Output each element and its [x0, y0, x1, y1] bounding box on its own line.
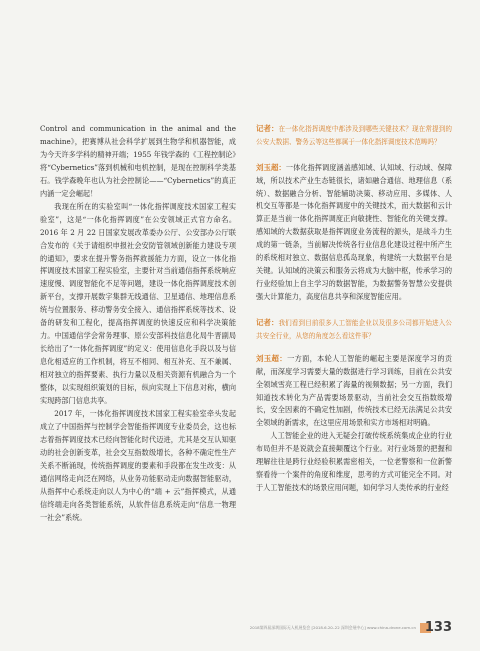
interview-answer — [256, 162, 452, 304]
question-speaker: 记者： — [256, 318, 279, 328]
interview-question — [256, 317, 452, 343]
page-number: 133 — [424, 620, 452, 635]
answer-speaker: 刘玉超： — [256, 162, 286, 172]
question-speaker: 记者： — [256, 124, 279, 133]
paragraph: 我现在所在的实验室叫“一体化指挥调度技术国家工程实验室”，这是“一体化指挥调度”在公安领域正式官方命名。2016 年 2 月 22 日国家发展改革委办公厅、公安部办公厅联合发布的《关于请组织申报社会安防管领域创新能力建设专项的通知》，要求在提升警务指挥救援能力方面，设立一体化指挥调度技术国家工程实验室，主要针对当前通信指挥系统响应速度慢、调度智能化不足等问题，建设一体化指挥调度技术创新平台，支撑开展数字集群无线通信、卫星通信、地理信息系统与位置服务、移动警务安全接入、通信指挥系统等技术、设备的研发和工程化，提高指挥调度的快速反应和科学决策能力。中国通信学会常务理事、原公安部科技信息化局牛晋副局长给出了“一体化指挥调度”的定义：使用信息化手段以及与信息化相适应的工作机制，将互不相同、相互补充、互不兼属、相对独立的指挥要素、执行力量以及相关资源有机融合为一个整体，以实现组织策划的目标，纵向实现上下信息对称，横向实现跨部门信息共享。 — [40, 201, 236, 406]
spacer — [256, 149, 452, 162]
paragraph: 2017 年，一体化指挥调度技术国家工程实验室牵头发起成立了中国指挥与控制学会智能指挥调度专业委员会，这也标志着指挥调度技术已经向智能化时代迈进，尤其是交互认知驱动的社会创新变革，社会交互指数级增长，各种不确定性生产关系不断涌现，传统指挥调度的要素和手段都在发生改变：从通信网络走向泛在网络，从业务功能驱动走向数据智能驱动，从指挥中心系统走向以人为中心的“端 + 云”指挥模式，从通信终端走向各类智能系统，从软件信息系统走向“信息一物理一社会”系统。 — [40, 408, 236, 522]
spacer — [256, 343, 452, 353]
right-column — [256, 123, 452, 495]
answer-text: 一方面，本轮人工智能的崛起主要是深度学习的贡献，而深度学习需要大量的数据进行学习训练，目前在公共安全领域雪亮工程已经积累了海量的视频数据；另一方面，我们知道技术转化为产品需要场景驱动，当前社会交互指数级增长，安全因素的不确定性加剧，传统技术已经无法满足公共安全领域的新需求，在这里应用场景和实方市场相对明确。 — [256, 353, 452, 428]
footer-text: 2018第四届深圳国际无人机展览会 [2018.6.20–22 深圳会展中心] www.china-drone.com.cn — [249, 625, 416, 630]
page-footer — [0, 620, 452, 635]
paragraph: 人工智能企业的进入无疑会打破传统系统集成企业的行业布局但并不是说就会直接颠覆这个行业。对行业场景的把握和理解往往是跨行业经验积累需密相关，一位老警察和一位新警察看待一个案件的角度和维度，思考的方式可能完全不同。对于人工智能技术的场景应用问题，如何学习人类传承的行业经 — [256, 431, 452, 493]
question-text: 我们看到目前很多人工智能企业以及很多公司都开始进入公共安全行业，从您的角度怎么看这件事？ — [256, 319, 452, 340]
spacer — [256, 304, 452, 317]
paragraph: Control and communication in the animal and the machine》，把赛博从社会科学扩展到生物学和机器智能，成为今天许多学科的精神开端；1955 年钱学森的《工程控制论》将“Cybernetics”落到机械和电机控制，是现在控制科学类基石。钱学森晚年也认为社会控制论——“Cybernetics”的真正内涵一定会崛起！ — [40, 124, 236, 198]
left-column — [40, 123, 236, 525]
answer-speaker: 刘玉超： — [256, 353, 288, 363]
answer-text: 一体化指挥调度涵盖感知域、认知域、行动域、保障域，所以技术产业生态链很长，诸如融合通信、地理信息（系统）、数据融合分析、智能辅助决策、移动应用、多媒体、人机交互等都是一体化指挥调度中的关键技术，而大数据和云计算正是当前一体化指挥调度正向敏捷性、智能化的关键支撑。感知域的大数据获取是指挥调度业务流程的源头，是战斗力生成的第一链条，当前解决传统各行业信息化建设过程中所产生的系统相对独立、数据信息孤岛现象，构建统一大数据平台是关键。认知域的决策云和服务云将成为大脑中枢，传承学习的行业经验加上自主学习的数据智能，为数据警务智慧公安提供强大计算能力，高度信息共享和深度智能应用。 — [256, 162, 452, 302]
interview-question — [256, 123, 452, 149]
question-text: 在一体化指挥调度中都涉及到哪些关键技术？现在常提到的公安大数据、警务云等这些都属于一体化指挥调度技术范畴吗？ — [256, 125, 452, 146]
interview-answer — [256, 353, 452, 431]
